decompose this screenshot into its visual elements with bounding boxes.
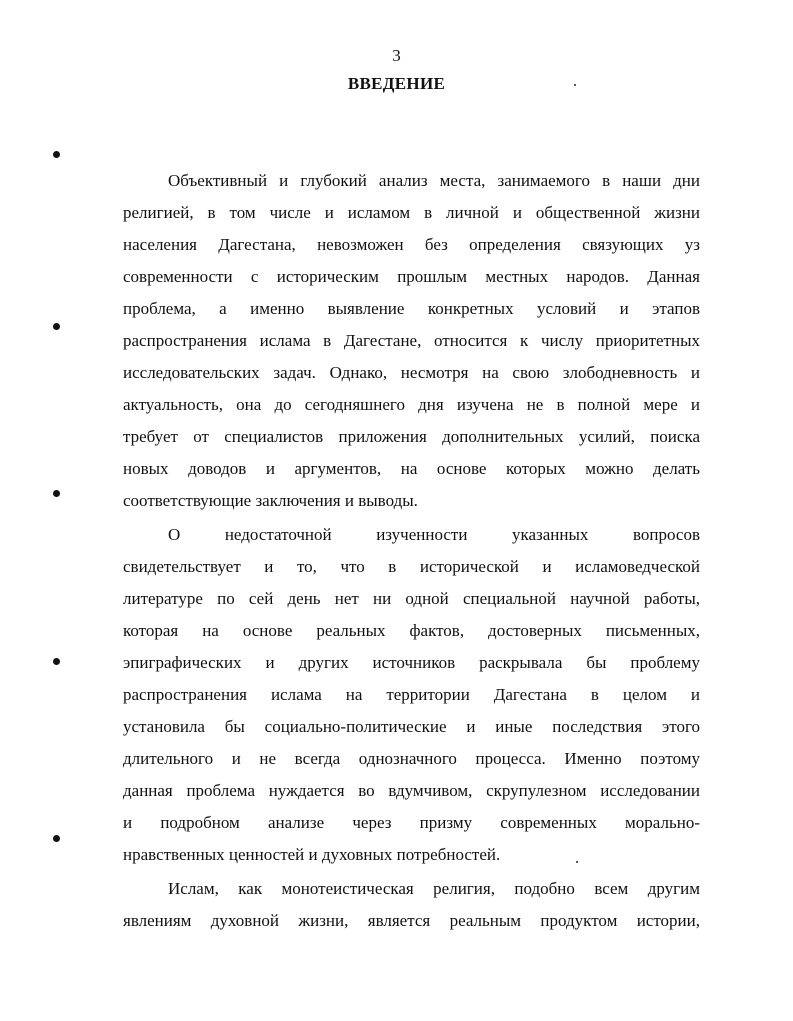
text-line: религией, в том числе и исламом в личной и общественной жизни <box>123 203 700 222</box>
text-line: проблема, а именно выявление конкретных условий и этапов <box>123 299 700 318</box>
text-line: распространения ислама на территории Дагестана в целом и <box>123 685 700 704</box>
text-line: Объективный и глубокий анализ места, занимаемого в наши дни <box>168 171 700 190</box>
text-line: и подробном анализе через призму современных морально- <box>123 813 700 832</box>
text-line: длительного и не всегда однозначного процесса. Именно поэтому <box>123 749 700 768</box>
binding-hole-mark <box>53 835 60 842</box>
text-line: новых доводов и аргументов, на основе которых можно делать <box>123 459 700 478</box>
binding-hole-mark <box>53 658 60 665</box>
page-number: 3 <box>392 46 401 65</box>
text-line: литературе по сей день нет ни одной специальной научной работы, <box>123 589 700 608</box>
text-line: Ислам, как монотеистическая религия, подобно всем другим <box>168 879 700 898</box>
text-line: соответствующие заключения и выводы. <box>123 491 418 510</box>
binding-hole-mark <box>53 490 60 497</box>
text-line: требует от специалистов приложения дополнительных усилий, поиска <box>123 427 700 446</box>
text-line: данная проблема нуждается во вдумчивом, скрупулезном исследовании <box>123 781 700 800</box>
scan-speck <box>574 84 576 86</box>
text-line: установила бы социально-политические и иные последствия этого <box>123 717 700 736</box>
page-title: ВВЕДЕНИЕ <box>347 74 446 93</box>
text-line: актуальность, она до сегодняшнего дня изучена не в полной мере и <box>123 395 700 414</box>
text-line: О недостаточной изученности указанных вопросов <box>168 525 700 544</box>
text-line: свидетельствует и то, что в исторической и исламоведческой <box>123 557 700 576</box>
text-line: нравственных ценностей и духовных потребностей. <box>123 845 501 864</box>
text-line: населения Дагестана, невозможен без определения связующих уз <box>123 235 700 254</box>
text-line: явлениям духовной жизни, является реальным продуктом истории, <box>123 911 700 930</box>
text-line: исследовательских задач. Однако, несмотря на свою злободневность и <box>123 363 700 382</box>
text-line: эпиграфических и других источников раскрывала бы проблему <box>123 653 700 672</box>
text-line: которая на основе реальных фактов, достоверных письменных, <box>123 621 700 640</box>
text-line: современности с историческим прошлым местных народов. Данная <box>123 267 700 286</box>
text-line: распространения ислама в Дагестане, относится к числу приоритетных <box>123 331 700 350</box>
binding-hole-mark <box>53 151 60 158</box>
binding-hole-mark <box>53 323 60 330</box>
